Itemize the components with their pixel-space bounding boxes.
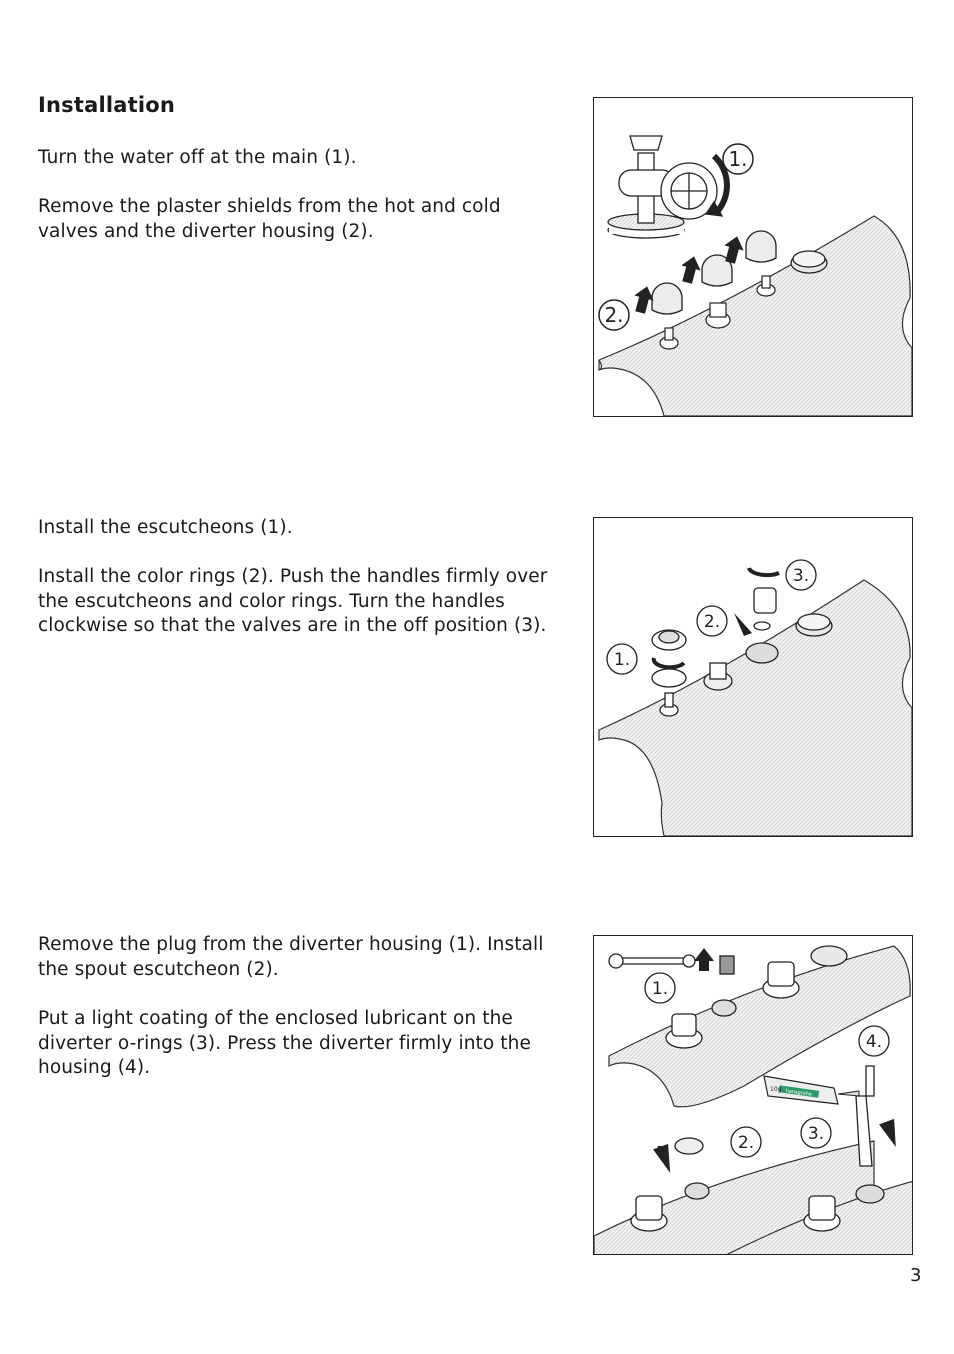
svg-text:2.: 2. (604, 303, 624, 327)
countertop-illustration (609, 946, 910, 1107)
svg-text:1.: 1. (613, 650, 631, 670)
instruction-text: Install the escutcheons (1). (38, 517, 293, 538)
callout-3 (801, 1118, 831, 1148)
callout-1 (723, 144, 753, 174)
svg-text:4.: 4. (865, 1032, 883, 1052)
instruction-text: Turn the water off at the main (1). (38, 147, 357, 168)
svg-text:1.: 1. (728, 147, 748, 171)
callout-2 (697, 606, 727, 636)
instruction-text: Remove the plug from the diverter housing (1). Install the spout escutcheon (2). (38, 934, 544, 980)
figure-remove-shields (593, 97, 913, 417)
figure-install-escutcheons (593, 517, 913, 837)
up-arrow-icon (694, 948, 714, 971)
down-arrow-icon (734, 613, 752, 636)
page-heading: Installation (38, 93, 176, 117)
callout-3 (786, 560, 816, 590)
lubricant-tube-illustration (764, 1076, 859, 1104)
callout-2 (731, 1127, 761, 1157)
instruction-text: Remove the plaster shields from the hot and cold valves and the diverter housing (2). (38, 196, 501, 242)
svg-text:2.: 2. (703, 612, 721, 632)
svg-text:2.: 2. (737, 1133, 755, 1153)
instruction-text: Put a light coating of the enclosed lubricant on the diverter o-rings (3). Press the diverter firmly into the housing (4). (38, 1008, 531, 1078)
svg-text:hansgrohe: hansgrohe (785, 1088, 813, 1098)
callout-2 (599, 300, 629, 330)
callout-1 (607, 644, 637, 674)
callout-4 (859, 1026, 889, 1056)
figure-install-diverter (593, 935, 913, 1255)
svg-text:1.: 1. (651, 979, 669, 999)
svg-text:3.: 3. (792, 566, 810, 586)
wrench-icon (609, 954, 695, 968)
countertop-illustration (599, 580, 912, 836)
callout-1 (645, 973, 675, 1003)
svg-text:3.: 3. (807, 1124, 825, 1144)
page-number: 3 (910, 1265, 922, 1286)
main-valve-illustration (608, 136, 727, 238)
svg-text:10g: 10g (770, 1086, 782, 1093)
instruction-text: Install the color rings (2). Push the handles firmly over the escutcheons and color rings. Turn the handles clockwise so that the valves are in the off position (3). (38, 566, 548, 636)
